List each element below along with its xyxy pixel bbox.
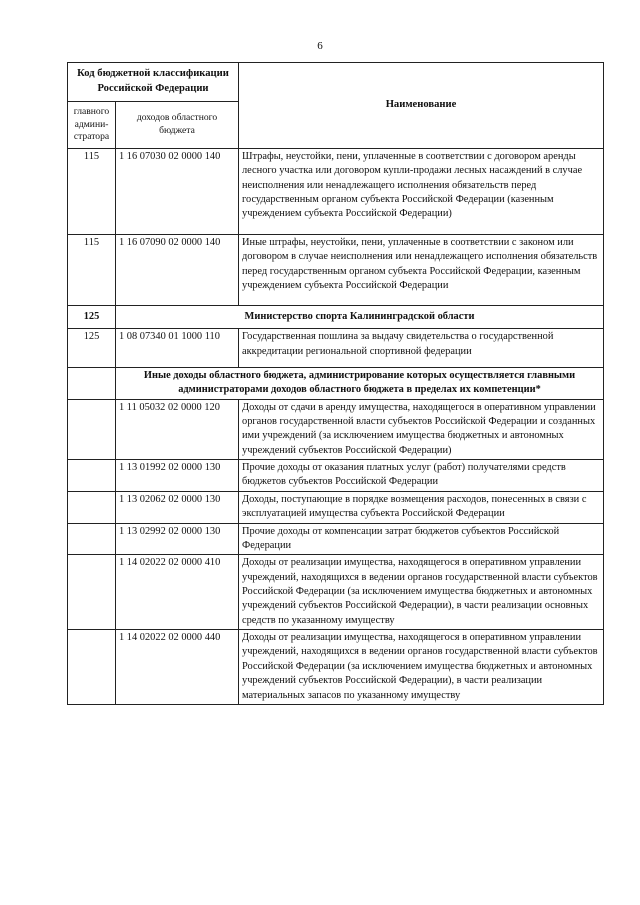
admin-code	[68, 630, 116, 705]
income-code: 1 16 07090 02 0000 140	[116, 234, 239, 305]
table-row	[68, 460, 604, 492]
table-row	[68, 399, 604, 459]
section-title: Министерство спорта Калининградской области	[116, 306, 604, 329]
income-name: Доходы от реализации имущества, находящегося в оперативном управлении учреждений, находящихся в ведении органов государственной власти субъектов Российской Федерации (за исключением имущества бюджетных и автономных учреждений субъектов Российской Федерации), в части реализации материальных запасов по указанному имуществу	[239, 630, 604, 705]
income-code: 1 13 02992 02 0000 130	[116, 523, 239, 555]
other-section-title: Иные доходы областного бюджета, администрирование которых осуществляется главными администраторами доходов областного бюджета в пределах их компетенции*	[116, 367, 604, 399]
table-row	[68, 491, 604, 523]
income-name: Прочие доходы от компенсации затрат бюджетов субъектов Российской Федерации	[239, 523, 604, 555]
table-row	[68, 329, 604, 368]
admin-code: 125	[68, 329, 116, 368]
table-row	[68, 555, 604, 630]
income-code: 1 14 02022 02 0000 410	[116, 555, 239, 630]
admin-code: 115	[68, 149, 116, 235]
admin-code	[68, 491, 116, 523]
header-classification-code: Код бюджетной классификации Российской Федерации	[68, 63, 239, 102]
table-header-row	[68, 63, 604, 102]
section-admin-code: 125	[68, 306, 116, 329]
income-code: 1 14 02022 02 0000 440	[116, 630, 239, 705]
admin-code	[68, 555, 116, 630]
income-name: Доходы от сдачи в аренду имущества, находящегося в оперативном управлении органов государственной власти субъектов Российской Федерации и созданных ими учреждений (за исключением имущества бюджетных и автономных учреждений субъектов Российской Федерации)	[239, 399, 604, 459]
income-name: Штрафы, неустойки, пени, уплаченные в соответствии с договором аренды лесного участка или договором купли-продажи лесных насаждений в случае неисполнения или ненадлежащего исполнения обязательств перед государственным органом субъекта Российской Федерации (казенным учреждением субъекта Российской Федерации)	[239, 149, 604, 235]
income-name: Государственная пошлина за выдачу свидетельства о государственной аккредитации региональной спортивной федерации	[239, 329, 604, 368]
section-header-row	[68, 306, 604, 329]
income-code: 1 13 02062 02 0000 130	[116, 491, 239, 523]
header-chief-administrator: главного админи-стратора	[68, 102, 116, 149]
admin-code	[68, 399, 116, 459]
income-code: 1 13 01992 02 0000 130	[116, 460, 239, 492]
income-name: Доходы, поступающие в порядке возмещения расходов, понесенных в связи с эксплуатацией имущества субъекта Российской Федерации	[239, 491, 604, 523]
admin-code	[68, 523, 116, 555]
table-row	[68, 234, 604, 305]
other-section-header-row	[68, 367, 604, 399]
table-row	[68, 149, 604, 235]
income-name: Иные штрафы, неустойки, пени, уплаченные в соответствии с законом или договором в случае неисполнения или ненадлежащего исполнения обязательств перед государственным органом субъекта Российской Федерации, казенным учреждением субъекта Российской Федерации	[239, 234, 604, 305]
admin-code: 115	[68, 234, 116, 305]
income-name: Прочие доходы от оказания платных услуг (работ) получателями средств бюджетов субъектов Российской Федерации	[239, 460, 604, 492]
budget-classification-table	[67, 62, 604, 705]
page-number: 6	[317, 40, 323, 52]
header-regional-income: доходов областного бюджета	[116, 102, 239, 149]
admin-code	[68, 460, 116, 492]
income-name: Доходы от реализации имущества, находящегося в оперативном управлении учреждений, находящихся в ведении органов государственной власти субъектов Российской Федерации (за исключением имущества бюджетных и автономных учреждений субъектов Российской Федерации), в части реализации основных средств по указанному имуществу	[239, 555, 604, 630]
header-name: Наименование	[239, 63, 604, 149]
table-row	[68, 523, 604, 555]
table-row	[68, 630, 604, 705]
income-code: 1 11 05032 02 0000 120	[116, 399, 239, 459]
admin-code-empty	[68, 367, 116, 399]
income-code: 1 16 07030 02 0000 140	[116, 149, 239, 235]
income-code: 1 08 07340 01 1000 110	[116, 329, 239, 368]
